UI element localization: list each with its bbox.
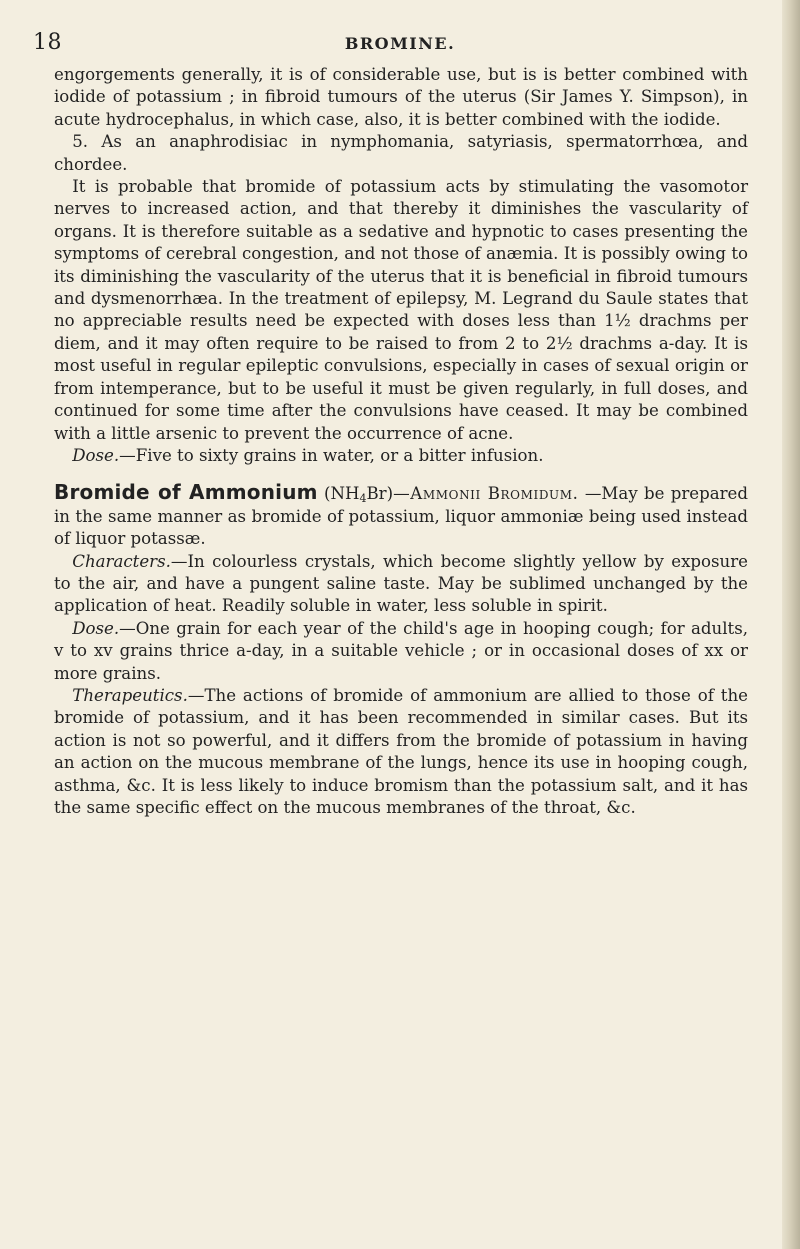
dose-text: —One grain for each year of the child's age in hooping cough; for adults, v to xv grains thrice a-day, in a suitable vehicle ; or in occasional doses of xx or more grains. [54,618,748,683]
latin-name: —Ammonii Bromidum. [393,484,579,504]
therapeutics-text: —The actions of bromide of ammonium are allied to those of the bromide of potassium, and it has been recommended in similar cases. But its action is not so powerful, and it differs from the bromide of potassium in having an action on the mucous membrane of the lungs, hence its use in hooping cough, asthma, &c. It is less likely to induce bromism than the potassium salt, and it has the same specific effect on the mucous membranes of the throat, &c. [54,685,748,817]
paragraph-action: It is probable that bromide of potassium acts by stimulating the vasomotor nerves to increased action, and that thereby it diminishes the vascularity of organs. It is therefore suitable as a sedative and hypnotic to cases presenting the symptoms of cerebral congestion, and not those of anæmia. It is possibly owing to its diminishing the vascularity of the uterus that it is beneficial in fibroid tumours and dysmenorrhæa. In the treatment of epilepsy, M. Legrand du Saule states that no appreciable results need be expected with doses less than 1½ drachms per diem, and it may often require to be raised to from 2 to 2½ drachms a-day. It is most useful in regular epileptic convulsions, especially in cases of sexual origin or from intemperance, but to be useful it must be given regularly, in full doses, and continued for some time after the convulsions have ceased. It may be combined with a little arsenic to prevent the occurrence of acne. [54,177,748,443]
section-title: Bromide of Ammonium [54,480,318,505]
running-head: BROMINE. [344,34,456,53]
chemical-formula: $(NH_4Br)$ [324,484,394,506]
dose-label: Dose. [72,445,120,465]
section-bromide-of-ammonium [54,481,748,550]
paragraph-dose-ammonium [54,618,748,685]
body-text [54,64,748,819]
page-number: 18 [33,30,62,55]
paragraph-therapeutics [54,685,748,819]
paragraph-characters [54,551,748,618]
paragraph-continuation: engorgements generally, it is of considerable use, but is is better combined with iodide of potassium ; in fibroid tumours of the uterus (Sir James Y. Simpson), in acute hydrocephalus, in which case, also, it is better combined with the iodide. [54,65,748,129]
dose-text: —Five to sixty grains in water, or a bitter infusion. [119,445,544,465]
paragraph-anaphrodisiac: 5. As an anaphrodisiac in nymphomania, satyriasis, spermatorrhœa, and chordee. [54,132,748,174]
characters-label: Characters. [72,551,171,571]
therapeutics-label: Therapeutics. [72,685,188,705]
dose-label: Dose. [72,618,120,638]
paragraph-dose-potassium [54,445,748,467]
preparation-text: —May be prepared in the same manner as bromide of potassium, liquor ammoniæ being used instead of liquor potassæ. [54,484,748,549]
characters-text: —In colourless crystals, which become slightly yellow by exposure to the air, and have a pungent saline taste. May be sublimed unchanged by the application of heat. Readily soluble in water, less soluble in spirit. [54,551,748,616]
